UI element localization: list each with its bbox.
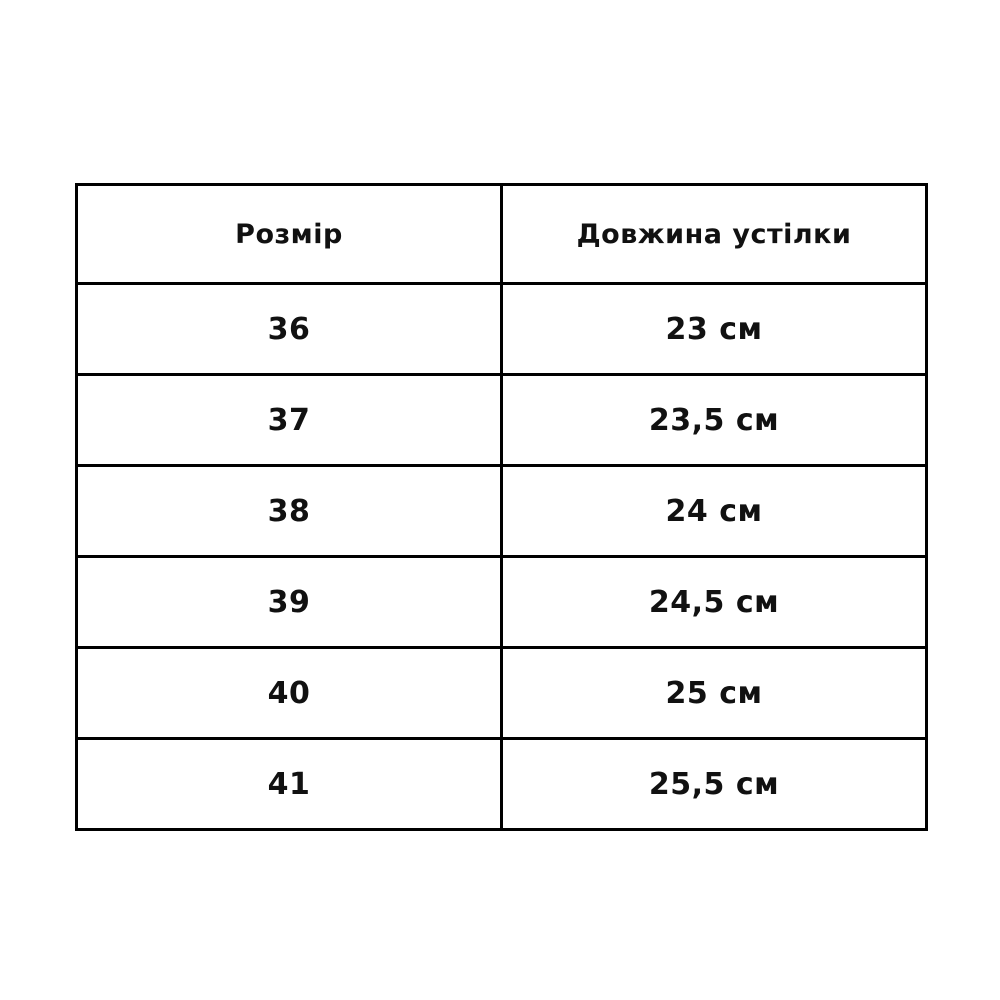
- cell-size: 41: [77, 739, 502, 830]
- column-header-size: Розмір: [77, 185, 502, 284]
- cell-size: 40: [77, 648, 502, 739]
- cell-length: 25,5 см: [502, 739, 927, 830]
- cell-size: 36: [77, 284, 502, 375]
- table-row: [77, 284, 927, 375]
- cell-length: 23,5 см: [502, 375, 927, 466]
- cell-length: 24 см: [502, 466, 927, 557]
- cell-length: 23 см: [502, 284, 927, 375]
- table-body: [77, 284, 927, 830]
- table-row: [77, 648, 927, 739]
- cell-length: 24,5 см: [502, 557, 927, 648]
- table-row: [77, 739, 927, 830]
- column-header-insole-length: Довжина устілки: [502, 185, 927, 284]
- size-table: [75, 183, 928, 831]
- cell-size: 39: [77, 557, 502, 648]
- cell-length: 25 см: [502, 648, 927, 739]
- cell-size: 38: [77, 466, 502, 557]
- table-row: [77, 375, 927, 466]
- table-header-row: [77, 185, 927, 284]
- table-row: [77, 466, 927, 557]
- size-chart: [75, 183, 925, 831]
- table-header: [77, 185, 927, 284]
- table-row: [77, 557, 927, 648]
- cell-size: 37: [77, 375, 502, 466]
